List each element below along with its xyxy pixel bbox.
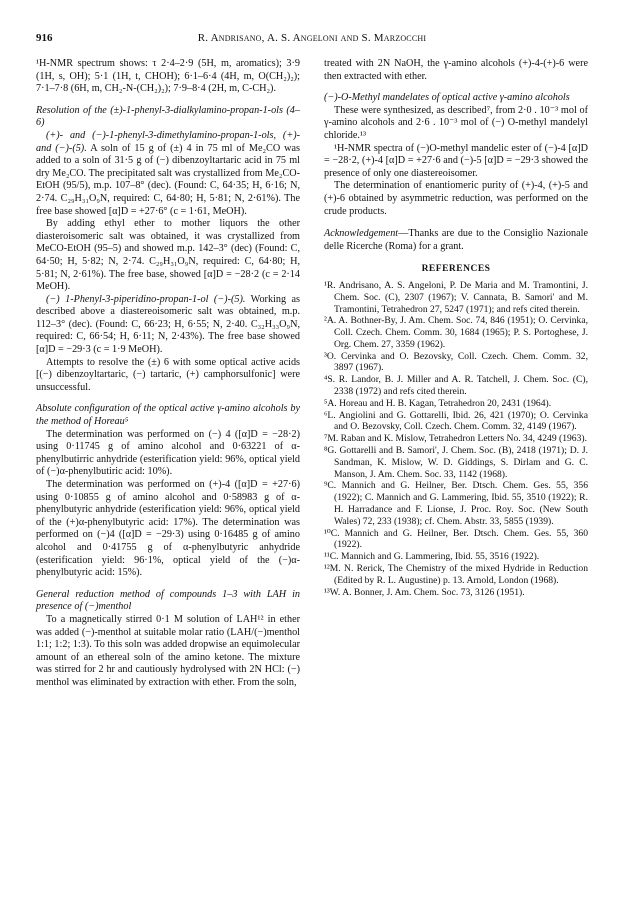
reference-item: ⁴S. R. Landor, B. J. Miller and A. R. Tatchell, J. Chem. Soc. (C), 2338 (1972) and refs cited therein. — [324, 374, 588, 398]
diastereoisomer-paragraph: By adding ethyl ether to mother liquors the other diasteroisomeric salt was obtained, it was crystallized from MeCO-EtOH (95–5) and showed m.p. 142–3° (dec) (Found: C, 64·50; H, 5·82; N, 2·74. C₂₉H₃₁O₉N, required: C, 64·80; H, 5·81; N, 2·61%). The free base, showed [α]D = −28·2 (c = 2·14 MeOH). — [36, 218, 300, 293]
mandelates-paragraph-1: These were synthesized, as described⁷, from 2·0 . 10⁻³ mol of γ-amino alcohols and 2·6 . 10⁻³ mol of (−) O-methyl mandelyl chloride.¹³ — [324, 104, 588, 141]
determination-paragraph-2: The determination was performed on (+)-4 ([α]D = +27·6) using 0·10855 g of amino alcohol and 0·58983 g of α-phenylbutyric anhydride (esterification yield: 96%, optical yield of the (+)α-phenylbutyric acid: 17%). The determination was performed on (−)4 ([α]D = −29·3) using 0·16485 g of amino alcohol and 0·41755 g of α-phenylbutyric anhydride (esterification yield: 96·1%, optical yield of the (−)α-phenylbutyric acid: 15%). — [36, 479, 300, 579]
reference-item: ⁷M. Raban and K. Mislow, Tetrahedron Letters No. 34, 4249 (1963). — [324, 433, 587, 445]
reference-item: ³O. Cervinka and O. Bezovsky, Coll. Czech. Chem. Comm. 32, 3897 (1967). — [324, 350, 588, 374]
reference-item: ⁶L. Angiolini and G. Gottarelli, Ibid. 26, 421 (1970); O. Cervinka and O. Bezovsky, Coll. Czech. Chem. Comm. 32, 4149 (1967). — [324, 409, 588, 433]
resolution-subtitle: (+)- and (−)-1-phenyl-3-dimethylamino-propan-1-ols, (+)- and (−)-(5). — [36, 129, 300, 154]
reference-item: ⁸G. Gottarelli and B. Samori', J. Chem. Soc. (B), 2418 (1971); D. J. Sandman, K. Mislow, W. D. Giddings, S. Dirlam and G. C. Manson, J. Am. Chem. Soc. 33, 1142 (1968). — [324, 445, 588, 480]
section-title-absolute-configuration: Absolute configuration of the optical active γ-amino alcohols by the method of Horeau⁵ — [36, 403, 300, 428]
section-title-mandelates: (−)-O-Methyl mandelates of optical active γ-amino alcohols — [324, 92, 570, 104]
right-column — [324, 58, 588, 598]
references-list — [324, 280, 588, 599]
continued-paragraph: treated with 2N NaOH, the γ-amino alcohols (+)-4-(+)-6 were then extracted with ether. — [324, 58, 588, 82]
references-heading: REFERENCES — [421, 264, 491, 275]
acknowledgement-text: —Thanks are due to the Consiglio Nazionale delle Ricerche (Roma) for a grant. — [324, 228, 588, 252]
reference-item: ⁵A. Horeau and H. B. Kagan, Tetrahedron 20, 2431 (1964). — [324, 397, 552, 409]
running-head-authors: R. Andrisano, A. S. Angeloni and S. Marzocchi — [197, 32, 427, 44]
page-number: 916 — [36, 32, 53, 44]
reference-item: ¹³W. A. Bonner, J. Am. Chem. Soc. 73, 3126 (1951). — [324, 586, 525, 598]
determination-paragraph-1: The determination was performed on (−) 4 ([α]D = −28·2) using 0·11745 g of amino alcohol and 0·63221 of α-phenylbutirric anhydride (esterification yield: 96%, optical yield of (−)α-phenylbutiric acid: 10%). — [36, 428, 300, 478]
acknowledgement — [324, 228, 588, 253]
left-column — [36, 58, 300, 690]
page-header — [36, 32, 588, 48]
acknowledgement-label: Acknowledgement — [324, 228, 399, 240]
reference-item: ¹R. Andrisano, A. S. Angeloni, P. De Maria and M. Tramontini, J. Chem. Soc. (C), 2307 (1967); V. Cannata, B. Samori' and M. Tramontini, Tetrahedron 27, 5247 (1971); and refs cited therein. — [324, 279, 588, 315]
piperidino-title: (−) 1-Phenyl-3-piperidino-propan-1-ol (−)-(5). — [46, 293, 246, 305]
resolution-text: A soln of 15 g of (±) 4 in 75 ml of Me₂CO was added to a soln of 31·5 g of (−) dibenzoyltartaric acid in 75 ml dry Me₂CO. The precipitated salt was crystallized from Me₂CO-EtOH (95/5), m.p. 107–8° (dec). (Found: C, 64·35; H, 6·16; N, 2·74. C₂₉H₃₁O₉N, required: C, 64·80; H, 5·81; N, 2·61%). The free base showed [α]D = +27·6° (c = 1·61, MeOH). — [36, 142, 301, 217]
piperidino-text: Working as described above a diastereoisomeric salt was obtained, m.p. 112–3° (dec). (Found: C, 66·23; H, 6·55; N, 2·40. C₃₂H₃₃O₉N, required: C, 66·54; H, 6·11; N, 2·43%). The free base showed [α]D = −29·3 (c = 1·9 MeOH). — [36, 293, 300, 356]
reduction-paragraph: To a magnetically stirred 0·1 M solution of LAH¹² in ether was added (−)-menthol at suitable molar ratio (LAH/(−)menthol 1:1; 1:2; 1:3). To this soln was added dropwise an equimolecular amount of an ethereal soln of the amino ketone. The mixture was stirred for 2 hr and cautiously hydrolysed with 2N HCl: (−) menthol was eliminated by extraction with ether. From the soln, — [36, 613, 300, 688]
mandelates-paragraph-3: The determination of enantiomeric purity of (+)-4, (+)-5 and (+)-6 obtained by asymmetric reduction, was performed on the crude products. — [324, 180, 588, 217]
nmr-paragraph: ¹H-NMR spectrum shows: τ 2·4–2·9 (5H, m, aromatics); 3·9 (1H, s, OH); 5·1 (1H, t, CHOH); 6·1–6·4 (4H, m, O(CH₂)₂); 7·1–7·8 (6H, m, CH₂-N-(CH₂)₂); 7·9–8·4 (2H, m, C-CH₂). — [36, 58, 300, 95]
reference-item: ²A. A. Bothner-By, J. Am. Chem. Soc. 74, 846 (1951); O. Cervinka, Coll. Czech. Chem. Comm. 30, 1684 (1965); P. S. Portoghese, J. Org. Chem. 27, 3359 (1962). — [324, 315, 588, 350]
reference-item: ¹¹C. Mannich and G. Lammering, Ibid. 55, 3516 (1922). — [324, 551, 540, 563]
reference-item: ¹²M. N. Rerick, The Chemistry of the mixed Hydride in Reduction (Edited by R. L. Augustine) p. 13. Arnold, London (1968). — [324, 563, 588, 586]
resolution-paragraph — [36, 130, 300, 218]
section-title-resolution: Resolution of the (±)-1-phenyl-3-dialkylamino-propan-1-ols (4–6) — [36, 104, 300, 129]
reference-item: ¹⁰C. Mannich and G. Heilner, Ber. Dtsch. Chem. Ges. 55, 360 (1922). — [324, 527, 588, 551]
piperidino-paragraph — [36, 294, 300, 357]
mandelates-paragraph-2: ¹H-NMR spectra of (−)O-methyl mandelic ester of (−)-4 [α]D = −28·2, (+)-4 [α]D = +27·6 and (−)-5 [α]D = −29·3 showed the presence of only one diastereoisomer. — [324, 142, 588, 179]
attempts-paragraph: Attempts to resolve the (±) 6 with some optical active acids [(−) dibenzoyltartaric, (−) tartaric, (+) camphorsulfonic] were unsuccessful. — [36, 356, 300, 393]
section-title-reduction-method: General reduction method of compounds 1–3 with LAH in presence of (−)menthol — [36, 588, 300, 613]
reference-item: ⁹C. Mannich and G. Heilner, Ber. Dtsch. Chem. Ges. 55, 356 (1922); C. Mannich and G. Lammering, Ibid. 55, 3510 (1922); R. H. Harradance and F. Lionse, J. Proc. Roy. Soc. (New South Wales) 72, 233 (1938); cf. Chem. Abstr. 33, 5855 (1939). — [324, 480, 588, 527]
